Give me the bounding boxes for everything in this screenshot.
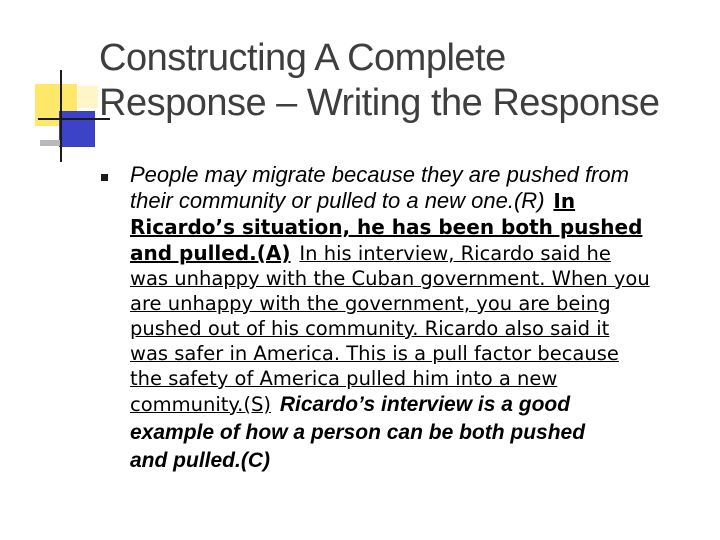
slide-title — [99, 36, 709, 126]
decoration-pale-square — [78, 86, 98, 108]
text-line-10 — [130, 391, 705, 419]
text-line-8 — [130, 341, 705, 366]
conclusion-text: and pulled.(C) — [130, 449, 270, 472]
conclusion-text: example of how a person can be both pushed — [130, 421, 586, 444]
text-line-7 — [130, 316, 705, 341]
conclusion-text: Ricardo’s interview is a good — [279, 393, 571, 416]
support-text: was safer in America. This is a pull factor because — [130, 342, 619, 365]
support-text: In his interview, Ricardo said he — [299, 242, 611, 265]
decoration-vertical-line — [60, 70, 62, 162]
support-text: was unhappy with the Cuban government. When you — [130, 267, 650, 290]
bullet-square-icon — [101, 174, 108, 181]
text-line-12 — [130, 447, 705, 475]
text-line-4 — [130, 240, 705, 266]
text-line-5 — [130, 266, 705, 291]
decoration-blue-outline — [59, 111, 95, 147]
answer-text: and pulled.(A) — [130, 241, 291, 265]
support-text: pushed out of his community. Ricardo also said it — [130, 317, 610, 340]
text-line-2 — [130, 188, 705, 214]
text-line-11 — [130, 419, 705, 447]
support-text: community.(S) — [130, 393, 271, 416]
restate-text: People may migrate because they are pushed from — [130, 162, 629, 187]
answer-text: In — [553, 189, 576, 213]
text-line-9 — [130, 366, 705, 391]
answer-text: Ricardo’s situation, he has been both pushed — [130, 215, 643, 239]
decoration-gray-bar — [40, 140, 60, 146]
text-line-3 — [130, 214, 705, 240]
text-line-1 — [130, 162, 705, 188]
support-text: the safety of America pulled him into a new — [130, 367, 558, 390]
slide-title-line-2: Response – Writing the Response — [99, 82, 660, 124]
bullet-text — [130, 162, 705, 475]
restate-text: their community or pulled to a new one.(R) — [130, 188, 545, 213]
slide-title-line-1: Constructing A Complete — [99, 37, 506, 79]
support-text: are unhappy with the government, you are being — [130, 292, 611, 315]
text-line-6 — [130, 291, 705, 316]
